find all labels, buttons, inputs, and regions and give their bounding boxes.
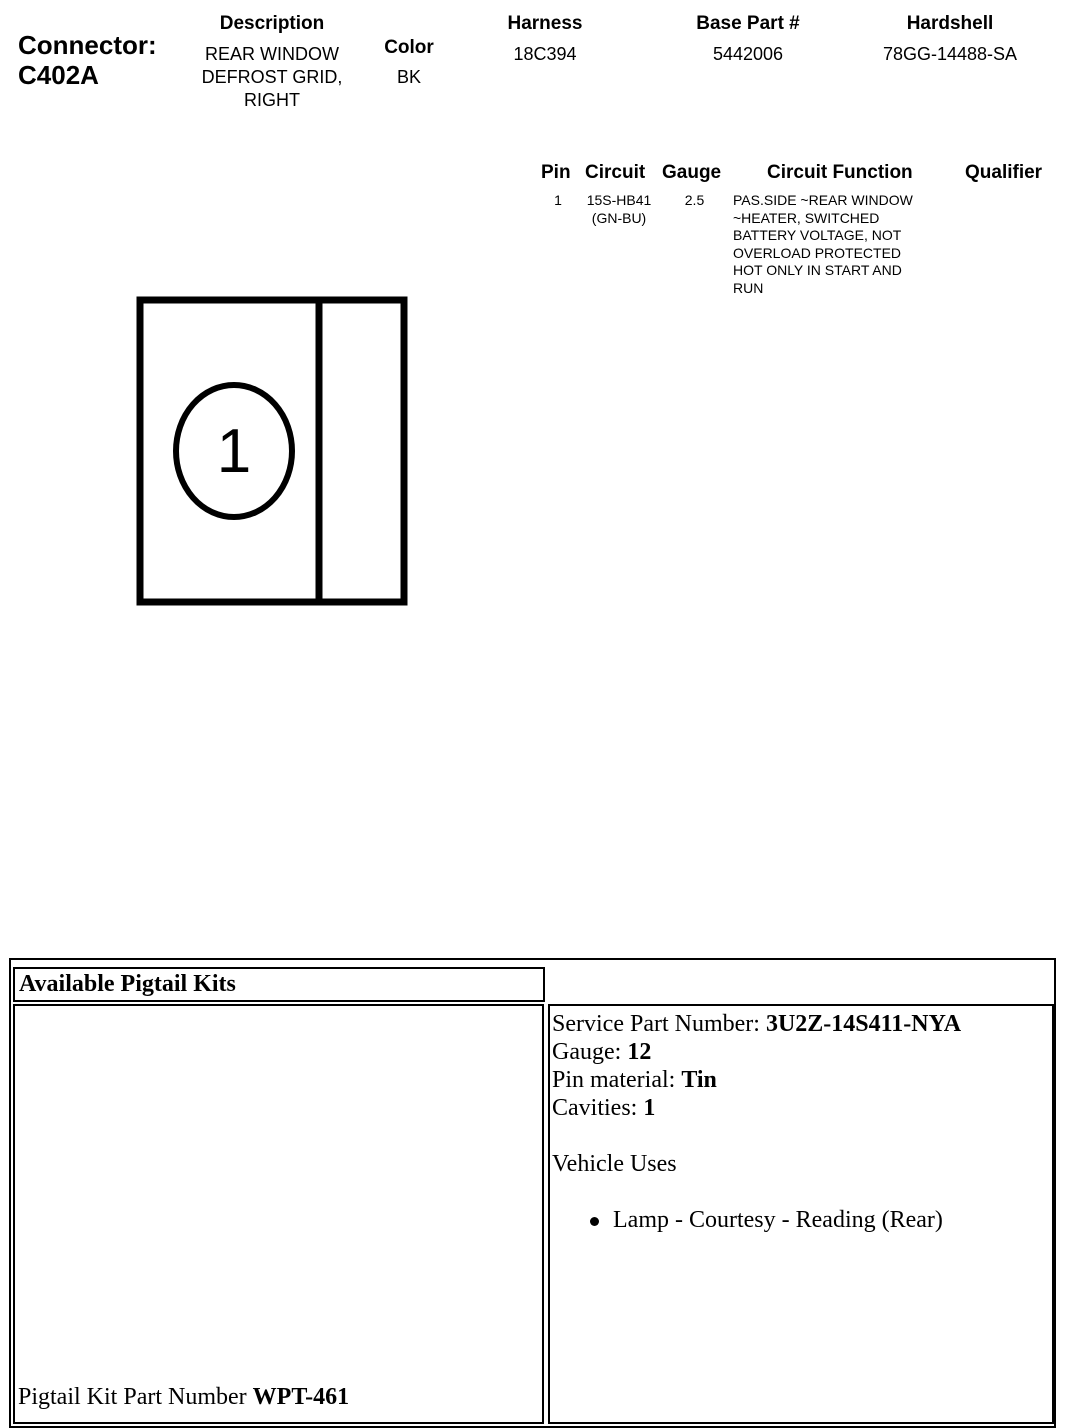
description-line: RIGHT	[244, 90, 300, 110]
pin-material-value: Tin	[681, 1067, 717, 1093]
kit-part-value: WPT-461	[252, 1384, 350, 1410]
function-line: HOT ONLY IN START AND	[733, 262, 902, 278]
kit-part-label: Pigtail Kit Part Number	[18, 1384, 247, 1410]
gauge-header: Gauge	[662, 162, 722, 183]
pigtail-kit-part	[18, 1384, 349, 1411]
function-line: OVERLOAD PROTECTED	[733, 244, 902, 261]
pigtail-image-box	[13, 1004, 544, 1424]
circuit-cell	[575, 192, 663, 227]
function-line: RUN	[733, 279, 764, 296]
connector-title	[18, 30, 157, 90]
function-line: ~HEATER, SWITCHED	[733, 209, 880, 226]
description-label: Description	[219, 13, 325, 34]
function-cell	[733, 192, 953, 297]
service-part-value: 3U2Z-14S411-NYA	[765, 1011, 962, 1037]
pin-material-label: Pin material:	[552, 1067, 676, 1093]
pigtail-title-box	[13, 967, 545, 1002]
pin-header: Pin	[541, 162, 571, 183]
cavities-line	[552, 1094, 1052, 1122]
pin-number-label: 1	[216, 417, 252, 486]
base-part-label: Base Part #	[696, 13, 800, 34]
cavities-value: 1	[643, 1095, 656, 1121]
function-header: Circuit Function	[767, 162, 913, 183]
description-line: DEFROST GRID,	[201, 67, 343, 87]
connector-outline	[140, 300, 404, 602]
vehicle-uses-list	[552, 1206, 1052, 1234]
pin-cell: 1	[554, 192, 562, 208]
function-line: PAS.SIDE ~REAR WINDOW	[733, 192, 913, 208]
service-part-line	[552, 1010, 1052, 1038]
cavities-label: Cavities:	[552, 1095, 638, 1121]
gauge-label: Gauge:	[552, 1039, 622, 1065]
description-line: REAR WINDOW	[205, 44, 339, 64]
connector-label: Connector:	[18, 30, 157, 60]
harness-label: Harness	[507, 13, 583, 34]
description-value	[182, 43, 362, 112]
qualifier-header: Qualifier	[965, 162, 1043, 183]
harness-value: 18C394	[513, 44, 577, 64]
service-part-label: Service Part Number:	[552, 1011, 760, 1037]
color-value: BK	[396, 67, 421, 87]
base-part-value: 5442006	[712, 44, 784, 64]
vehicle-uses-label: Vehicle Uses	[552, 1151, 677, 1177]
pigtail-title: Available Pigtail Kits	[19, 971, 236, 997]
circuit-line: 15S-HB41	[586, 192, 652, 208]
connector-id: C402A	[18, 60, 99, 90]
hardshell-label: Hardshell	[906, 13, 994, 34]
hardshell-value: 78GG-14488-SA	[882, 44, 1018, 64]
gauge-value: 12	[627, 1039, 652, 1065]
circuit-line: (GN-BU)	[591, 209, 647, 226]
connector-face-drawing	[130, 290, 420, 620]
function-line: BATTERY VOLTAGE, NOT	[733, 227, 902, 243]
list-item: Lamp - Courtesy - Reading (Rear)	[552, 1206, 1052, 1234]
pin-material-line	[552, 1066, 1052, 1094]
circuit-header: Circuit	[585, 162, 646, 183]
color-label: Color	[384, 37, 434, 58]
pigtail-details-box	[548, 1004, 1054, 1424]
gauge-line	[552, 1038, 1052, 1066]
gauge-cell: 2.5	[684, 192, 705, 208]
